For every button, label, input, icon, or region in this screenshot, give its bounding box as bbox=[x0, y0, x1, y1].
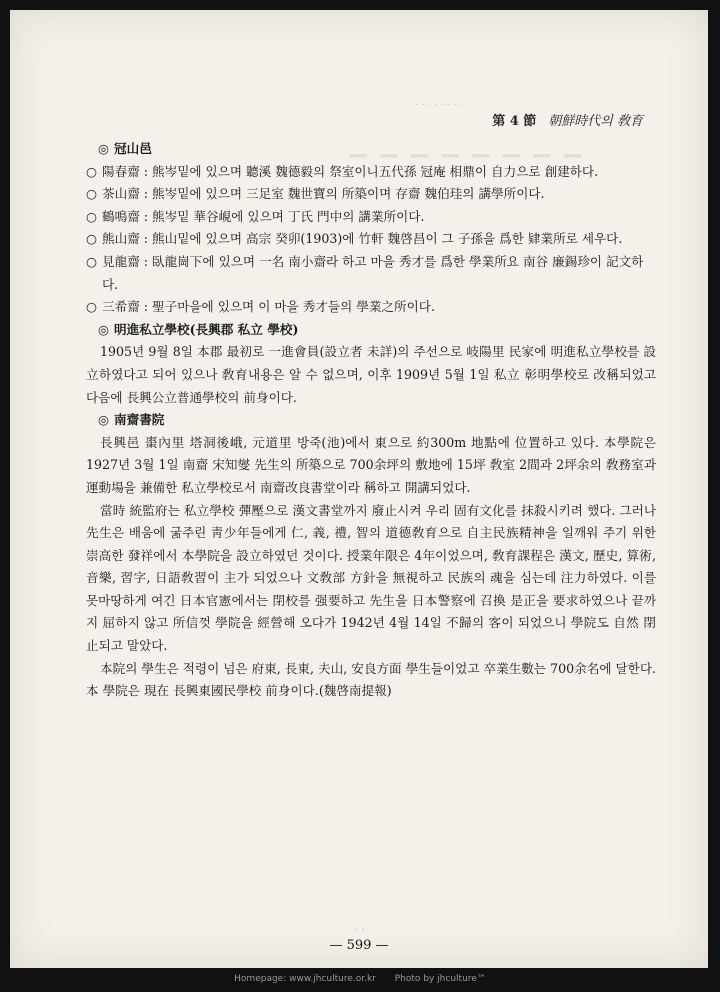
bullet-mark: ○ bbox=[86, 299, 97, 315]
bleed-through-page-number: · · bbox=[355, 925, 365, 936]
watermark-homepage: Homepage: www.jhculture.or.kr bbox=[234, 974, 376, 984]
section-heading bbox=[98, 319, 656, 342]
list-item bbox=[86, 161, 656, 184]
bleed-through-text: · · · · · · · · bbox=[415, 100, 463, 111]
paragraph: 長興邑 棗內里 塔洞後峨, 元道里 방죽(池)에서 東으로 約300m 地點에 位置하고 있다. 本學院은 1927년 3월 1일 南齋 宋知燮 先生의 所築으로 700余坪의 敷地에 15坪 敎室 2間과 2坪余의 敎務室과 運動場을 兼備한 私立學校로서 南齋改良書堂이라 稱하고 開講되었다. bbox=[86, 434, 656, 495]
list-item-text: 見龍齋 : 臥龍崗下에 있으며 一名 南小齋라 하고 마을 秀才를 爲한 學業所요 南谷 廉錫珍이 記文하다. bbox=[102, 253, 644, 292]
book-page bbox=[10, 10, 708, 968]
section-title: 南齋書院 bbox=[114, 412, 165, 428]
page-number: — 599 — bbox=[329, 938, 389, 953]
list-item bbox=[86, 183, 656, 206]
header-section: 第 4 節 bbox=[492, 114, 537, 129]
section-mark: ◎ bbox=[98, 321, 109, 337]
photo-watermark bbox=[0, 974, 720, 984]
list-item bbox=[86, 251, 656, 296]
list-item-text: 鶴鳴齋 : 熊岑밑 華谷峴에 있으며 丁氏 門中의 講業所이다. bbox=[102, 208, 425, 224]
header-title: 朝鮮時代의 敎育 bbox=[548, 114, 643, 129]
paragraph: 本院의 學生은 적령이 넘은 府東, 長東, 夫山, 安良方面 學生들이었고 卒業生數는 700余名에 달한다. 本 學院은 現在 長興東國民學校 前身이다.(魏啓南提報) bbox=[86, 660, 656, 699]
watermark-photo-credit: Photo by jhculture™ bbox=[394, 974, 486, 984]
list-item bbox=[86, 206, 656, 229]
list-item-text: 茶山齋 : 熊岑밑에 있으며 三足室 魏世寶의 所築이며 存齋 魏伯珪의 講學所이다. bbox=[102, 186, 545, 202]
list-item bbox=[86, 296, 656, 319]
list-item-text: 三希齋 : 聖子마을에 있으며 이 마을 秀才들의 學業之所이다. bbox=[102, 299, 435, 315]
section-heading bbox=[98, 138, 656, 161]
page-body bbox=[86, 138, 656, 703]
list-item-text: 陽春齋 : 熊岑밑에 있으며 聽溪 魏德毅의 祭室이니五代孫 冠庵 相鼎이 自力으로 創建하다. bbox=[102, 163, 599, 179]
paragraph: 當時 統監府는 私立學校 彈壓으로 漢文書堂까지 廢止시켜 우리 固有文化를 抹殺시키려 했다. 그러나 先生은 배움에 굶주린 靑少年들에게 仁, 義, 禮, 智의 道德敎育으로 自主民族精神을 일깨워 주기 위한 崇高한 發祥에서 本學院을 設立하였던 것이다. 授業年限은 4年이었으며, 敎育課程은 漢文, 歷史, 算術, 音樂, 習字, 日語敎習이 主가 되었으나 文敎部 方針을 無視하고 民族의 魂을 심는데 注力하였다. 이를 못마땅하게 여긴 日本官憲에서는 閉校를 强要하고 先生을 日本警察에 召換 是正을 要求하였으나 끝까지 屈하지 않고 所信껏 學院을 經營해 오다가 1942년 4월 14일 不歸의 客이 되었으니 學院도 自然 閉止되고 말았다. bbox=[86, 502, 656, 654]
bullet-mark: ○ bbox=[86, 253, 97, 269]
section-title: 冠山邑 bbox=[114, 141, 152, 156]
list-item bbox=[86, 228, 656, 251]
running-header bbox=[492, 110, 643, 129]
section-mark: ◎ bbox=[98, 141, 109, 156]
section-heading bbox=[98, 409, 656, 432]
bullet-mark: ○ bbox=[86, 231, 97, 247]
section-title: 明進私立學校(長興郡 私立 學校) bbox=[114, 321, 299, 337]
paragraph: 1905년 9월 8일 本郡 最初로 一進會員(設立者 未詳)의 주선으로 岐陽里 民家에 明進私立學校를 設立하였다고 되어 있으나 敎育내용은 알 수 없으며, 이후 1909년 5월 1일 私立 彰明學校로 改稱되었고 다음에 長興公立普通學校의 前身이다. bbox=[86, 344, 656, 405]
section-mark: ◎ bbox=[98, 412, 109, 428]
bullet-mark: ○ bbox=[86, 163, 97, 179]
bleed-through-heading: ▁ ▁ ▁ ▁ ▁ ▁ ▁ ▁ bbox=[350, 132, 584, 158]
bullet-mark: ○ bbox=[86, 208, 97, 224]
list-item-text: 熊山齋 : 熊山밑에 있으며 高宗 癸卯(1903)에 竹軒 魏啓昌이 그 子孫을 爲한 肄業所로 세우다. bbox=[102, 231, 623, 247]
bullet-mark: ○ bbox=[86, 186, 97, 202]
